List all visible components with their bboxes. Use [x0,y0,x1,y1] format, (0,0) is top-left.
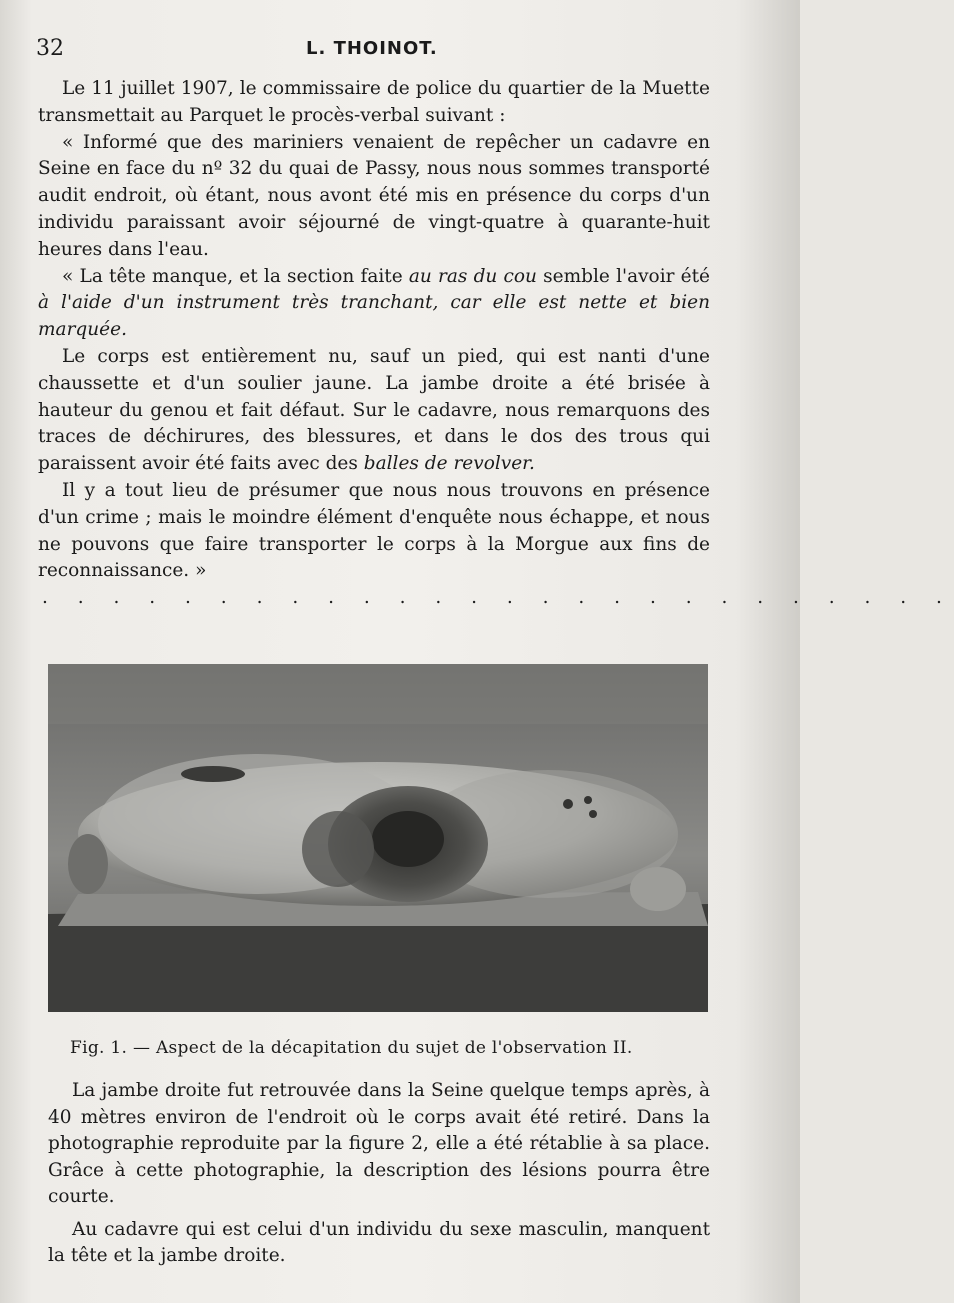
ellipsis-line: . . . . . . . . . . . . . . . . . . . . . . . . . . [42,587,954,609]
italic-run: au ras du cou [408,265,537,287]
paragraph: La jambe droite fut retrouvée dans la Seine quelque temps après, à 40 mètres environ de l'endroit où le corps avait été retiré. Dans la photographie reproduite par la figure 2, elle a été rétablie à sa place. Grâce à cette photographie, la description des lésions pourra être courte. [48,1080,710,1207]
paragraph: « Informé que des mariniers venaient de repêcher un cadavre en Seine en face du nº 32 du quai de Passy, nous nous sommes transporté audit endroit, où étant, nous avont été mis en présence du corps d'un individu paraissant avoir séjourné de vingt-quatre à quarante-huit heures dans l'eau. [38,131,710,260]
running-title: L. THOINOT. [306,38,438,59]
page-number: 32 [36,36,64,61]
italic-run: balles de revolver. [363,453,535,475]
paragraph: Il y a tout lieu de présumer que nous nous trouvons en présence d'un crime ; mais le moindre élément d'enquête nous échappe, et nous ne pouvons que faire transporter le corps à la Morgue aux fins de reconnaissance. » [38,479,710,582]
paragraph [38,344,710,478]
continuation-text [48,1078,710,1276]
figure-caption: Fig. 1. — Aspect de la décapitation du sujet de l'observation II. [70,1038,633,1058]
page-header [36,36,720,66]
paragraph [38,264,710,344]
paragraph: Au cadavre qui est celui d'un individu du sexe masculin, manquent la tête et la jambe droite. [48,1218,710,1266]
text-run: semble l'avoir été [536,265,710,287]
text-run: Le corps est entièrement nu, sauf un pied, qui est nanti d'une chaussette et d'un soulier jaune. La jambe droite a été brisée à hauteur du genou et fait défaut. Sur le cadavre, nous remarquons des traces de déchirures, des blessures, et dans le dos des trous qui paraissent avoir été faits avec des [38,345,710,475]
figure-photograph [48,664,708,1012]
photograph-image [48,664,708,1012]
italic-run: à l'aide d'un instrument très tranchant, car elle est nette et bien marquée. [38,292,710,341]
text-run: « La tête manque, et la section faite [62,265,409,287]
main-text [38,76,954,612]
paragraph: Le 11 juillet 1907, le commissaire de police du quartier de la Muette transmettait au Parquet le procès-verbal suivant : [38,78,710,126]
